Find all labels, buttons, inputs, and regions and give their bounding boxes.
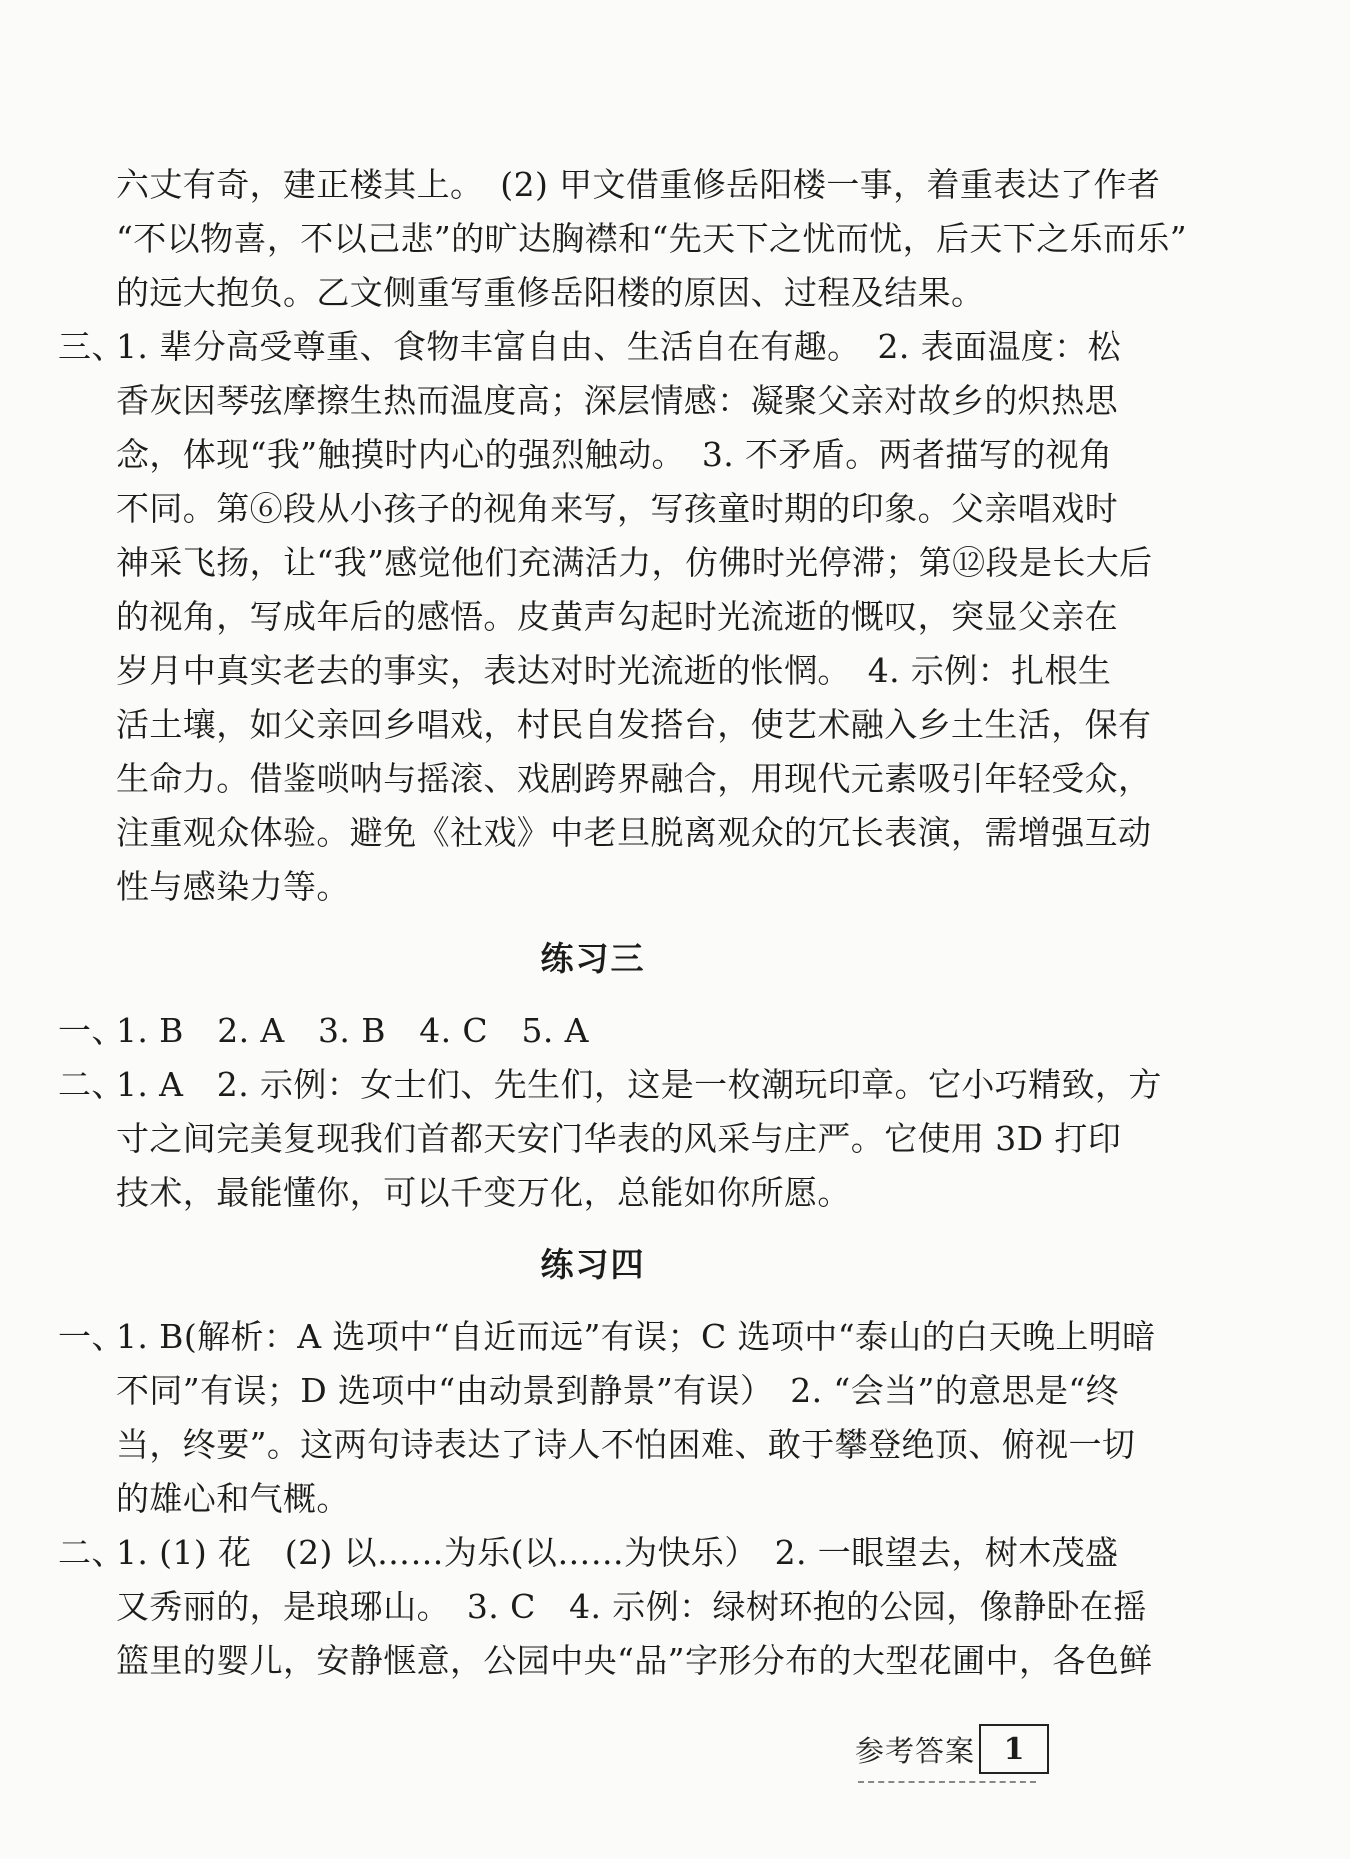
exercise-four-part-two xyxy=(58,1526,1128,1580)
exercise-four-part-one xyxy=(58,1310,1156,1364)
section-marker: 三、 xyxy=(58,327,125,366)
text-line: 1. (1) 花 (2) 以……为乐(以……为快乐） 2. 一眼望去，树木茂盛 xyxy=(116,1533,1119,1572)
text-line: 的远大抱负。乙文侧重写重修岳阳楼的原因、过程及结果。 xyxy=(116,273,985,312)
footer-dashed-line xyxy=(858,1781,1036,1783)
section-marker: 一、 xyxy=(58,1011,125,1050)
text-line: 篮里的婴儿，安静惬意，公园中央“品”字形分布的大型花圃中，各色鲜 xyxy=(116,1641,1153,1680)
text-line: 注重观众体验。避免《社戏》中老旦脱离观众的冗长表演，需增强互动 xyxy=(116,813,1152,852)
section-three-line xyxy=(58,320,1128,374)
text-line: 香灰因琴弦摩擦生热而温度高；深层情感：凝聚父亲对故乡的炽热思 xyxy=(116,381,1118,420)
footer-label: 参考答案 xyxy=(855,1733,976,1768)
exercise-three-part-one xyxy=(58,1004,1128,1058)
answer-content xyxy=(58,158,1188,1688)
text-line: 的视角，写成年后的感悟。皮黄声勾起时光流逝的慨叹，突显父亲在 xyxy=(116,597,1118,636)
text-line: “不以物喜，不以己悲”的旷达胸襟和“先天下之忧而忧，后天下之乐而乐” xyxy=(116,219,1188,258)
text-line: 不同。第⑥段从小孩子的视角来写，写孩童时期的印象。父亲唱戏时 xyxy=(116,489,1118,528)
section-marker: 二、 xyxy=(58,1533,125,1572)
exercise-three-title: 练习三 xyxy=(540,939,646,978)
text-line: 活土壤，如父亲回乡唱戏，村民自发搭台，使艺术融入乡土生活，保有 xyxy=(116,705,1152,744)
exercise-four-title: 练习四 xyxy=(540,1245,646,1284)
text-line: 神采飞扬，让“我”感觉他们充满活力，仿佛时光停滞；第⑫段是长大后 xyxy=(116,543,1153,582)
page-number: 1 xyxy=(979,1724,1049,1774)
text-line: 1. B 2. A 3. B 4. C 5. A xyxy=(116,1011,589,1050)
text-line: 岁月中真实老去的事实，表达对时光流逝的怅惘。 4. 示例：扎根生 xyxy=(116,651,1112,690)
text-line: 当，终要”。这两句诗表达了诗人不怕困难、敢于攀登绝顶、俯视一切 xyxy=(116,1425,1136,1464)
section-marker: 一、 xyxy=(58,1317,125,1356)
text-line: 寸之间完美复现我们首都天安门华表的风采与庄严。它使用 3D 打印 xyxy=(116,1119,1122,1158)
text-line: 技术，最能懂你，可以千变万化，总能如你所愿。 xyxy=(116,1173,851,1212)
text-line: 生命力。借鉴唢呐与摇滚、戏剧跨界融合，用现代元素吸引年轻受众， xyxy=(116,759,1152,798)
text-line: 1. B(解析：A 选项中“自近而远”有误；C 选项中“泰山的白天晚上明暗 xyxy=(116,1317,1156,1356)
text-line: 六丈有奇，建正楼其上。 (2) 甲文借重修岳阳楼一事，着重表达了作者 xyxy=(116,165,1161,204)
text-line: 性与感染力等。 xyxy=(116,867,350,906)
text-line: 的雄心和气概。 xyxy=(116,1479,350,1518)
section-marker: 二、 xyxy=(58,1065,125,1104)
text-line: 1. 辈分高受尊重、食物丰富自由、生活自在有趣。 2. 表面温度：松 xyxy=(116,327,1122,366)
text-line: 又秀丽的，是琅琊山。 3. C 4. 示例：绿树环抱的公园，像静卧在摇 xyxy=(116,1587,1147,1626)
exercise-three-part-two xyxy=(58,1058,1162,1112)
text-line: 念，体现“我”触摸时内心的强烈触动。 3. 不矛盾。两者描写的视角 xyxy=(116,435,1113,474)
text-line: 不同”有误；D 选项中“由动景到静景”有误） 2. “会当”的意思是“终 xyxy=(116,1371,1120,1410)
text-line: 1. A 2. 示例：女士们、先生们，这是一枚潮玩印章。它小巧精致，方 xyxy=(116,1065,1162,1104)
page-footer xyxy=(855,1725,1049,1773)
